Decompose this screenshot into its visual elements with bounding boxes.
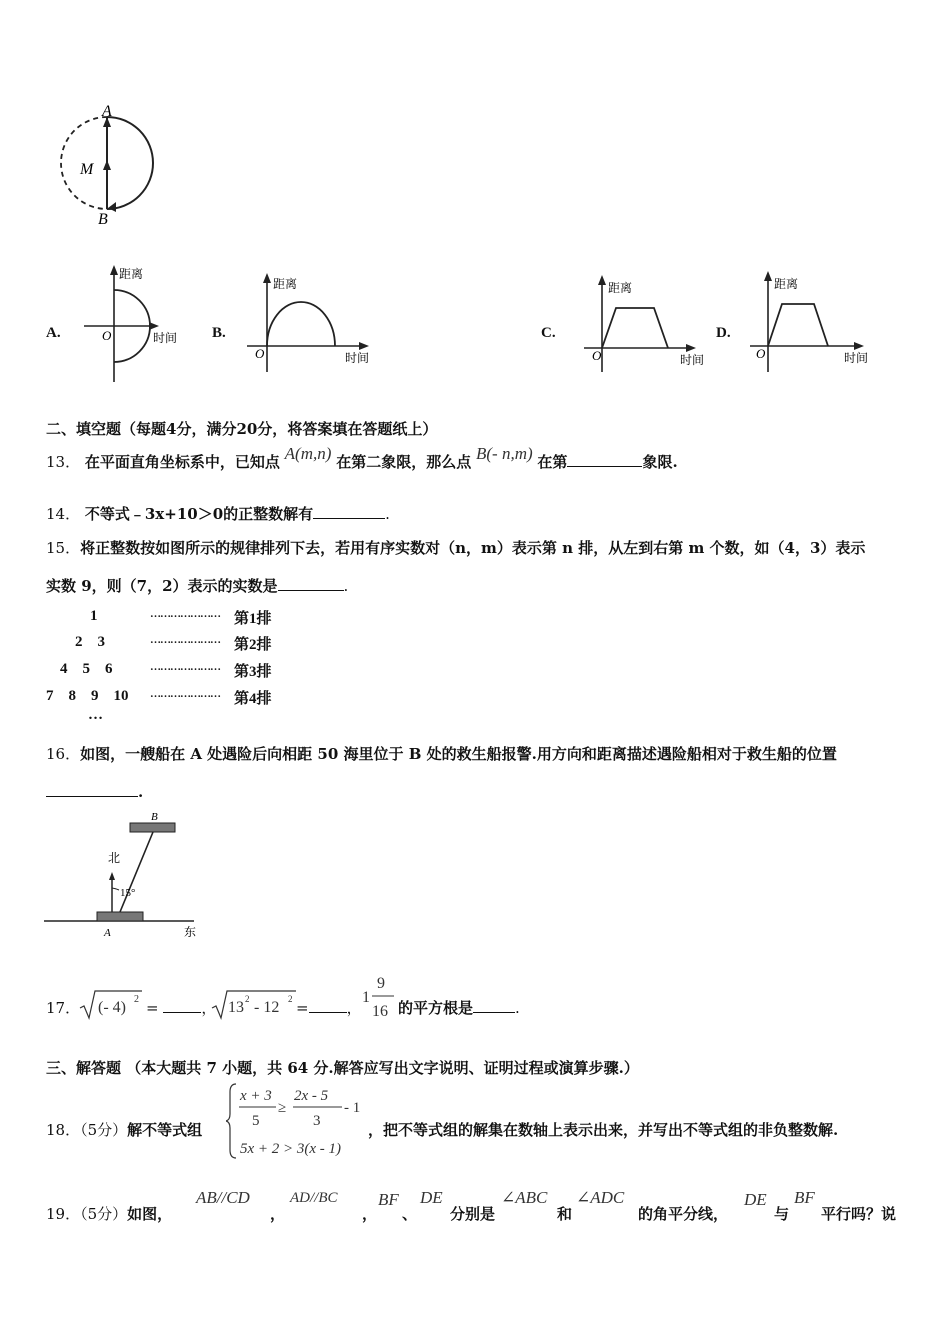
triangle-row-4-numbers: 7 8 9 10 [46,688,129,704]
triangle-row-1-label: 第1排 [234,611,272,627]
option-d-label: D. [716,325,731,341]
q13-number: 13． [46,453,81,471]
q18-geq: ≥ [278,1100,287,1116]
q14-text1: 不等式﹣3x+10＞0的正整数解有 [84,505,314,523]
q17-end: . [515,999,520,1017]
triangle-row-1-numbers: 1 [90,608,98,624]
q19-score: （5分） [80,1205,128,1223]
q17-answer-blank-3[interactable] [473,998,515,1013]
q14-number: 14． [46,505,81,523]
triangle-row-3-label: 第3排 [234,664,272,680]
question-14 [46,504,390,524]
q19-text1: 如图， [127,1205,173,1223]
q18-minus1: - 1 [344,1100,361,1116]
q15-line2: 实数 9，则（7，2）表示的实数是 [46,577,278,595]
option-a-label: A. [46,325,61,341]
q19-de: DE [420,1188,443,1207]
option-d-y-axis: 距离 [774,277,799,291]
q13-text4: 象限. [642,453,678,471]
q16-fig-east: 东 [184,925,197,939]
q17-answer-blank-1[interactable] [163,998,201,1013]
label-b: B [98,211,108,228]
q17-comma-2: ， [346,999,362,1017]
question-15-line1 [46,538,865,558]
q19-angle-adc: ∠ADC [576,1188,625,1207]
q14-text2: . [385,505,390,523]
option-c-y-axis: 距离 [608,281,633,295]
option-b-graph [245,268,385,376]
q19-de-2: DE [744,1190,767,1209]
q18-number: 18． [46,1121,81,1139]
q17-exp1: 2 [134,994,139,1005]
option-a-y-axis: 距离 [119,267,144,281]
q18-text2: ，把不等式组的解集在数轴上表示出来，并写出不等式组的非负整数解. [368,1121,839,1139]
q18-frac1-num: x + 3 [240,1088,272,1104]
q19-number: 19． [46,1205,81,1223]
q19-text3: 的角平分线， [638,1205,729,1223]
q17-mixed-whole: 1 [362,989,370,1006]
q18-inequality-system [226,1080,372,1162]
label-a: A [102,103,112,120]
q18-frac2-den: 3 [313,1113,321,1129]
q19-ad-parallel-bc: AD//BC [290,1190,338,1206]
q19-bf-2: BF [794,1188,815,1207]
q17-part1 [146,998,216,1018]
question-18-label [46,1120,202,1140]
option-d-origin: O [756,346,766,361]
q19-ab-parallel-cd: AB//CD [196,1188,250,1207]
q17-part3 [398,998,520,1018]
q16-fig-a: A [104,927,111,939]
option-c-origin: O [592,348,602,363]
q13-answer-blank[interactable] [567,452,642,467]
triangle-row-2-dots: ………………… [150,634,220,646]
q17-exp2b: 2 [288,994,293,1004]
q17-exp2a: 2 [245,994,250,1004]
q13-text2: 在第二象限，那么点 [336,453,472,471]
q16-figure [44,808,204,940]
q13-text3: 在第 [537,453,568,471]
q18-frac1-den: 5 [252,1113,260,1129]
q19-separator: 、 [402,1205,418,1223]
q16-fig-b: B [151,811,158,823]
q17-sqrt-2 [210,988,298,1022]
q16-fig-angle: 15° [120,887,136,899]
triangle-row-4-dots: ………………… [150,688,220,700]
q17-mixed-den: 16 [372,1003,388,1020]
q13-point-b: B(- n,m) [475,444,533,463]
q17-eq2: = [296,999,309,1017]
q17-part2 [296,998,362,1018]
option-b-x-axis: 时间 [345,351,370,365]
label-m: M [80,161,94,178]
q17-eq1: = [146,999,159,1017]
question-16 [46,744,837,764]
q19-text4: 平行吗？说 [821,1205,897,1223]
option-a-graph [80,262,190,384]
q13-point-a: A(m,n) [284,444,332,463]
triangle-row-1-dots: ………………… [150,608,220,620]
q16-text: 如图，一艘船在 A 处遇险后向相距 50 海里位于 B 处的救生船报警.用方向和距离描述遇险船相对于救生船的位置 [80,745,837,763]
option-c-graph [580,270,710,376]
option-a-x-axis: 时间 [153,331,178,345]
option-b-origin: O [255,346,265,361]
q17-sqrt-1 [78,988,144,1022]
triangle-row-2-label: 第2排 [234,637,272,653]
q15-line2-end: . [343,577,349,595]
q17-expr2a: 13 [228,999,244,1016]
q16-fig-north: 北 [108,851,121,865]
section-2-heading: 二、填空题（每题4分，满分20分，将答案填在答题纸上） [46,420,438,438]
triangle-row-4-label: 第4排 [234,691,272,707]
q15-number: 15． [46,539,81,557]
q17-number: 17． [46,999,81,1017]
q17-mixed-number [360,970,396,1024]
option-c-x-axis: 时间 [680,353,705,367]
q16-number: 16． [46,745,81,763]
q19-and: 和 [557,1205,573,1223]
q19-angle-abc: ∠ABC [501,1188,548,1207]
q17-mixed-num: 9 [377,975,385,992]
option-d-graph [748,268,878,376]
q13-text1: 在平面直角坐标系中，已知点 [84,453,280,471]
q19-comma-1: ， [270,1205,286,1223]
q15-answer-blank[interactable] [278,576,344,591]
option-c-label: C. [541,325,556,341]
option-a-origin: O [102,328,112,343]
option-d-x-axis: 时间 [844,351,869,365]
q19-bf: BF [378,1190,399,1209]
q16-end: . [138,783,144,801]
q16-answer-blank[interactable] [46,782,138,797]
triangle-row-3-dots: ………………… [150,661,220,673]
question-16-answer-line [46,782,143,802]
q18-frac2-num: 2x - 5 [294,1088,329,1104]
q17-expr2b: - 12 [250,999,280,1016]
triangle-ellipsis: … [88,707,103,723]
q14-answer-blank[interactable] [313,504,385,519]
q17-comma-1: ， [201,999,217,1017]
q18-score: （5分） [80,1121,128,1139]
triangle-row-3-numbers: 4 5 6 [60,661,113,677]
question-15-line2 [46,576,348,596]
q17-expr1: (- 4) [98,999,126,1016]
question-17 [46,998,80,1018]
q17-answer-blank-2[interactable] [309,998,347,1013]
option-b-label: B. [212,325,226,341]
question-13 [46,444,678,482]
q19-with: 与 [774,1205,790,1223]
triangle-row-2-numbers: 2 3 [75,634,105,650]
q15-line1: 将正整数按如图所示的规律排列下去，若用有序实数对（n，m）表示第 n 排，从左到右第 m 个数，如（4，3）表示 [80,539,866,557]
option-b-y-axis: 距离 [273,277,298,291]
q19-comma-2: ， [362,1205,378,1223]
q18-text1: 解不等式组 [127,1121,203,1139]
q19-text2: 分别是 [450,1205,496,1223]
circle-figure [50,100,165,230]
question-19 [46,1204,172,1236]
q18-ineq2: 5x + 2 > 3(x - 1) [240,1141,342,1157]
q17-text: 的平方根是 [398,999,474,1017]
section-3-heading: 三、解答题 （本大题共 7 小题，共 64 分.解答应写出文字说明、证明过程或演算步骤.） [46,1059,639,1077]
